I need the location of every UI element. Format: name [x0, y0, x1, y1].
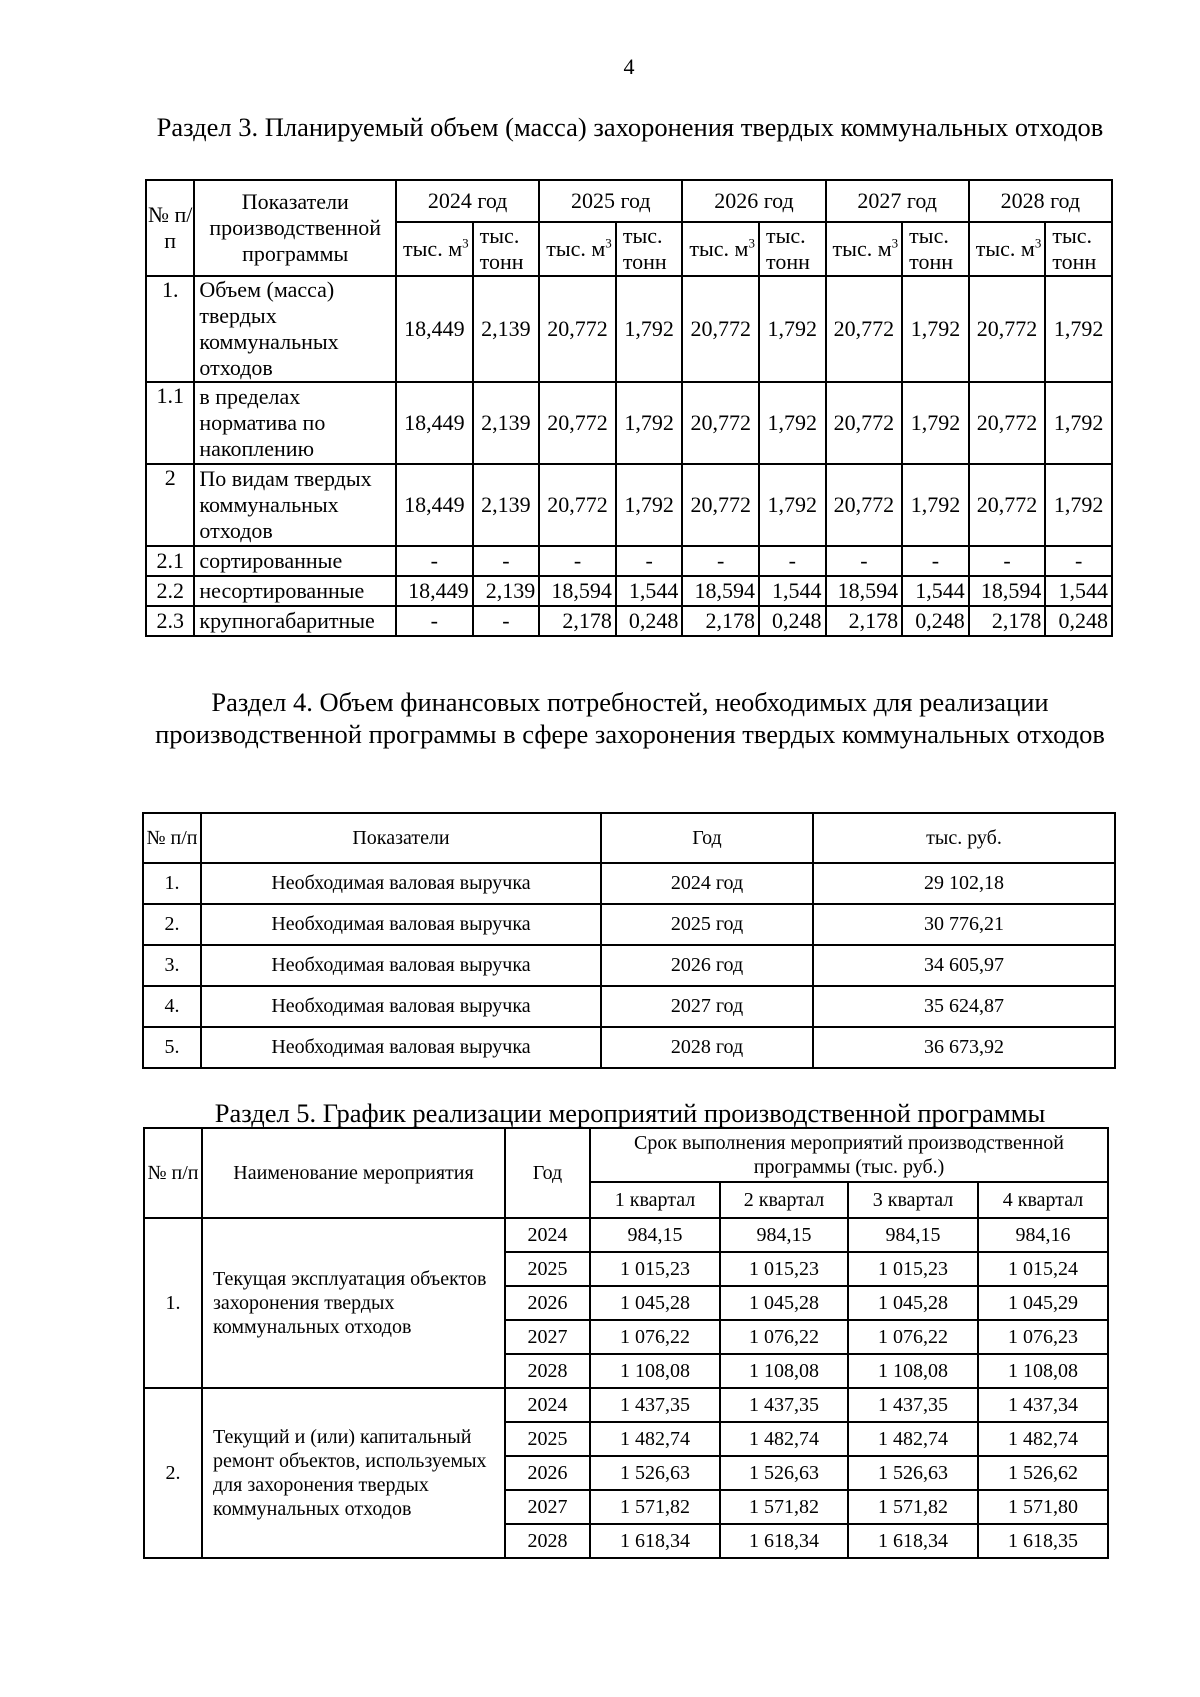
row-quarter-value: 1 571,82	[720, 1490, 848, 1524]
row-quarter-value: 1 076,23	[978, 1320, 1108, 1354]
unit-m3-label: тыс. м	[975, 236, 1035, 261]
row-value: -	[473, 546, 540, 576]
row-value: 18,594	[826, 576, 903, 606]
row-value: 20,772	[682, 464, 759, 546]
header-unit-m3	[539, 222, 616, 276]
section4-table-body	[143, 813, 1115, 1068]
row-value: 2,139	[473, 276, 540, 382]
row-value: 20,772	[682, 276, 759, 382]
row-year: 2028	[505, 1354, 590, 1388]
row-value: 18,449	[396, 464, 473, 546]
table-row	[146, 464, 1112, 546]
row-value: 18,594	[969, 576, 1046, 606]
row-quarter-value: 1 437,35	[720, 1388, 848, 1422]
row-quarter-value: 1 108,08	[720, 1354, 848, 1388]
row-value: 2,139	[473, 382, 540, 464]
table-header-row	[144, 1128, 1108, 1182]
row-value: 1,544	[616, 576, 683, 606]
row-year: 2025	[505, 1252, 590, 1286]
row-quarter-value: 1 015,23	[590, 1252, 720, 1286]
row-value: 18,594	[539, 576, 616, 606]
row-quarter-value: 1 015,24	[978, 1252, 1108, 1286]
unit-m3-label: тыс. м	[832, 236, 892, 261]
row-value: 1,792	[902, 382, 969, 464]
row-quarter-value: 1 526,62	[978, 1456, 1108, 1490]
row-year: 2026	[505, 1286, 590, 1320]
header-name: Наименование мероприятия	[202, 1128, 505, 1218]
unit-m3-superscript: 3	[891, 235, 899, 251]
header-unit-m3	[682, 222, 759, 276]
header-indicator: Показатели	[201, 813, 601, 863]
row-quarter-value: 1 618,34	[720, 1524, 848, 1558]
group-name: Текущий и (или) капитальный ремонт объектов, используемых для захоронения твердых коммунальных отходов	[202, 1388, 505, 1558]
header-indicator: Показатели производственной программы	[194, 180, 396, 276]
row-value: -	[902, 546, 969, 576]
row-quarter-value: 1 108,08	[978, 1354, 1108, 1388]
row-num: 2.1	[146, 546, 194, 576]
row-quarter-value: 1 526,63	[720, 1456, 848, 1490]
row-value: 20,772	[539, 464, 616, 546]
row-quarter-value: 1 108,08	[590, 1354, 720, 1388]
row-num: 2	[146, 464, 194, 546]
header-deadline: Срок выполнения мероприятий производственной программы (тыс. руб.)	[590, 1128, 1108, 1182]
row-value: 20,772	[969, 464, 1046, 546]
row-label: в пределах норматива по накоплению	[194, 382, 396, 464]
header-num: № п/п	[143, 813, 201, 863]
table-row	[144, 1218, 1108, 1252]
row-quarter-value: 984,15	[590, 1218, 720, 1252]
header-unit-tonn: тыс. тонн	[616, 222, 683, 276]
row-value: 36 673,92	[813, 1027, 1115, 1068]
section3-title: Раздел 3. Планируемый объем (масса) захоронения твердых коммунальных отходов	[156, 112, 1104, 142]
row-quarter-value: 1 076,22	[590, 1320, 720, 1354]
header-year: 2026 год	[682, 180, 825, 222]
header-year: 2028 год	[969, 180, 1112, 222]
row-value: 1,792	[616, 464, 683, 546]
row-label: крупногабаритные	[194, 606, 396, 636]
row-value: 20,772	[826, 464, 903, 546]
row-value: 1,792	[902, 464, 969, 546]
row-value: 1,544	[1045, 576, 1112, 606]
header-unit-m3	[396, 222, 473, 276]
row-value: 0,248	[759, 606, 826, 636]
row-value: 30 776,21	[813, 904, 1115, 945]
header-quarter: 4 квартал	[978, 1182, 1108, 1218]
table-row	[143, 986, 1115, 1027]
row-quarter-value: 1 045,28	[848, 1286, 978, 1320]
header-year: 2024 год	[396, 180, 539, 222]
unit-m3-label: тыс. м	[689, 236, 749, 261]
row-quarter-value: 1 045,29	[978, 1286, 1108, 1320]
row-num: 1.1	[146, 382, 194, 464]
row-quarter-value: 1 571,80	[978, 1490, 1108, 1524]
row-year: 2026 год	[601, 945, 813, 986]
row-value: 20,772	[539, 382, 616, 464]
header-unit-m3	[969, 222, 1046, 276]
table-row	[146, 276, 1112, 382]
row-value: -	[682, 546, 759, 576]
row-value: 20,772	[539, 276, 616, 382]
row-num: 5.	[143, 1027, 201, 1068]
row-value: 35 624,87	[813, 986, 1115, 1027]
row-num: 3.	[143, 945, 201, 986]
row-value: 20,772	[826, 276, 903, 382]
header-quarter: 3 квартал	[848, 1182, 978, 1218]
table-row	[143, 1027, 1115, 1068]
section3-table	[145, 179, 1113, 637]
row-year: 2024	[505, 1218, 590, 1252]
header-year: 2027 год	[826, 180, 969, 222]
row-value: 34 605,97	[813, 945, 1115, 986]
row-num: 2.2	[146, 576, 194, 606]
header-unit-m3	[826, 222, 903, 276]
row-quarter-value: 1 571,82	[590, 1490, 720, 1524]
row-value: 2,139	[473, 464, 540, 546]
row-quarter-value: 1 045,28	[590, 1286, 720, 1320]
row-quarter-value: 1 526,63	[848, 1456, 978, 1490]
row-value: 20,772	[969, 276, 1046, 382]
row-quarter-value: 1 482,74	[720, 1422, 848, 1456]
row-indicator: Необходимая валовая выручка	[201, 1027, 601, 1068]
group-num: 1.	[144, 1218, 202, 1388]
row-value: 1,792	[759, 464, 826, 546]
section4-title: Раздел 4. Объем финансовых потребностей, необходимых для реализации производственной программы в сфере захоронения твердых коммунальных отходов	[155, 687, 1105, 749]
row-value: -	[826, 546, 903, 576]
group-num: 2.	[144, 1388, 202, 1558]
row-value: -	[969, 546, 1046, 576]
group-name: Текущая эксплуатация объектов захоронения твердых коммунальных отходов	[202, 1218, 505, 1388]
row-indicator: Необходимая валовая выручка	[201, 904, 601, 945]
row-value: 0,248	[616, 606, 683, 636]
row-quarter-value: 1 482,74	[978, 1422, 1108, 1456]
row-quarter-value: 1 076,22	[720, 1320, 848, 1354]
row-year: 2025	[505, 1422, 590, 1456]
header-unit-tonn: тыс. тонн	[473, 222, 540, 276]
row-quarter-value: 1 618,34	[848, 1524, 978, 1558]
header-num: № п/п	[146, 180, 194, 276]
row-value: 20,772	[826, 382, 903, 464]
row-year: 2027 год	[601, 986, 813, 1027]
table-row	[146, 576, 1112, 606]
row-value: 29 102,18	[813, 863, 1115, 904]
row-indicator: Необходимая валовая выручка	[201, 863, 601, 904]
row-year: 2025 год	[601, 904, 813, 945]
row-value: -	[473, 606, 540, 636]
row-value: 1,544	[759, 576, 826, 606]
table-row	[146, 606, 1112, 636]
section3-table-body	[146, 180, 1112, 636]
row-year: 2024 год	[601, 863, 813, 904]
row-value: 20,772	[682, 382, 759, 464]
table-row	[143, 863, 1115, 904]
row-value: 1,792	[759, 276, 826, 382]
row-value: -	[1045, 546, 1112, 576]
header-year: Год	[505, 1128, 590, 1218]
row-label: Объем (масса) твердых коммунальных отходов	[194, 276, 396, 382]
row-value: -	[396, 606, 473, 636]
row-value: 1,792	[1045, 464, 1112, 546]
row-quarter-value: 984,16	[978, 1218, 1108, 1252]
unit-m3-superscript: 3	[462, 235, 469, 251]
row-quarter-value: 984,15	[720, 1218, 848, 1252]
row-quarter-value: 1 526,63	[590, 1456, 720, 1490]
row-quarter-value: 1 108,08	[848, 1354, 978, 1388]
row-quarter-value: 1 045,28	[720, 1286, 848, 1320]
row-value: -	[759, 546, 826, 576]
header-num: № п/п	[144, 1128, 202, 1218]
row-quarter-value: 1 618,35	[978, 1524, 1108, 1558]
table-row	[143, 945, 1115, 986]
row-indicator: Необходимая валовая выручка	[201, 986, 601, 1027]
row-value: 1,544	[902, 576, 969, 606]
row-value: -	[616, 546, 683, 576]
row-year: 2027	[505, 1320, 590, 1354]
row-year: 2028 год	[601, 1027, 813, 1068]
unit-m3-label: тыс. м	[546, 236, 606, 261]
row-year: 2026	[505, 1456, 590, 1490]
row-value: 18,594	[682, 576, 759, 606]
table-row	[143, 904, 1115, 945]
row-year: 2028	[505, 1524, 590, 1558]
section4-table	[142, 812, 1116, 1069]
row-value: -	[539, 546, 616, 576]
row-quarter-value: 1 437,35	[590, 1388, 720, 1422]
header-year: 2025 год	[539, 180, 682, 222]
row-value: 2,178	[682, 606, 759, 636]
row-label: По видам твердых коммунальных отходов	[194, 464, 396, 546]
row-indicator: Необходимая валовая выручка	[201, 945, 601, 986]
unit-m3-superscript: 3	[605, 235, 612, 251]
row-quarter-value: 1 571,82	[848, 1490, 978, 1524]
row-quarter-value: 1 437,35	[848, 1388, 978, 1422]
row-value: 2,139	[473, 576, 540, 606]
row-year: 2024	[505, 1388, 590, 1422]
row-value: -	[396, 546, 473, 576]
header-quarter: 2 квартал	[720, 1182, 848, 1218]
row-num: 1.	[146, 276, 194, 382]
unit-m3-superscript: 3	[748, 235, 755, 251]
row-value: 2,178	[539, 606, 616, 636]
table-header-row	[146, 180, 1112, 222]
row-label: несортированные	[194, 576, 396, 606]
header-year: Год	[601, 813, 813, 863]
header-unit-tonn: тыс. тонн	[1045, 222, 1112, 276]
row-value: 2,178	[969, 606, 1046, 636]
row-num: 2.	[143, 904, 201, 945]
row-value: 1,792	[902, 276, 969, 382]
row-value: 20,772	[969, 382, 1046, 464]
row-quarter-value: 1 482,74	[848, 1422, 978, 1456]
row-quarter-value: 1 015,23	[720, 1252, 848, 1286]
row-value: 18,449	[396, 276, 473, 382]
row-num: 4.	[143, 986, 201, 1027]
row-value: 1,792	[1045, 382, 1112, 464]
header-quarter: 1 квартал	[590, 1182, 720, 1218]
table-row	[144, 1388, 1108, 1422]
section5-table	[143, 1127, 1109, 1559]
section5-table-body	[144, 1128, 1108, 1558]
row-quarter-value: 1 076,22	[848, 1320, 978, 1354]
unit-m3-superscript: 3	[1034, 235, 1042, 251]
page-number: 4	[623, 54, 635, 79]
row-value: 1,792	[616, 276, 683, 382]
header-unit-tonn: тыс. тонн	[759, 222, 826, 276]
row-quarter-value: 1 482,74	[590, 1422, 720, 1456]
row-label: сортированные	[194, 546, 396, 576]
row-quarter-value: 1 437,34	[978, 1388, 1108, 1422]
unit-m3-label: тыс. м	[403, 236, 463, 261]
row-quarter-value: 1 618,34	[590, 1524, 720, 1558]
header-value: тыс. руб.	[813, 813, 1115, 863]
row-num: 1.	[143, 863, 201, 904]
row-value: 2,178	[826, 606, 903, 636]
row-value: 0,248	[902, 606, 969, 636]
table-row	[146, 382, 1112, 464]
row-quarter-value: 1 015,23	[848, 1252, 978, 1286]
row-num: 2.3	[146, 606, 194, 636]
row-value: 1,792	[616, 382, 683, 464]
row-value: 18,449	[396, 576, 473, 606]
row-value: 0,248	[1045, 606, 1112, 636]
header-unit-tonn: тыс. тонн	[902, 222, 969, 276]
row-value: 18,449	[396, 382, 473, 464]
section5-title: Раздел 5. График реализации мероприятий производственной программы	[214, 1098, 1046, 1128]
table-header-row	[143, 813, 1115, 863]
row-value: 1,792	[1045, 276, 1112, 382]
row-quarter-value: 984,15	[848, 1218, 978, 1252]
row-year: 2027	[505, 1490, 590, 1524]
row-value: 1,792	[759, 382, 826, 464]
table-row	[146, 546, 1112, 576]
